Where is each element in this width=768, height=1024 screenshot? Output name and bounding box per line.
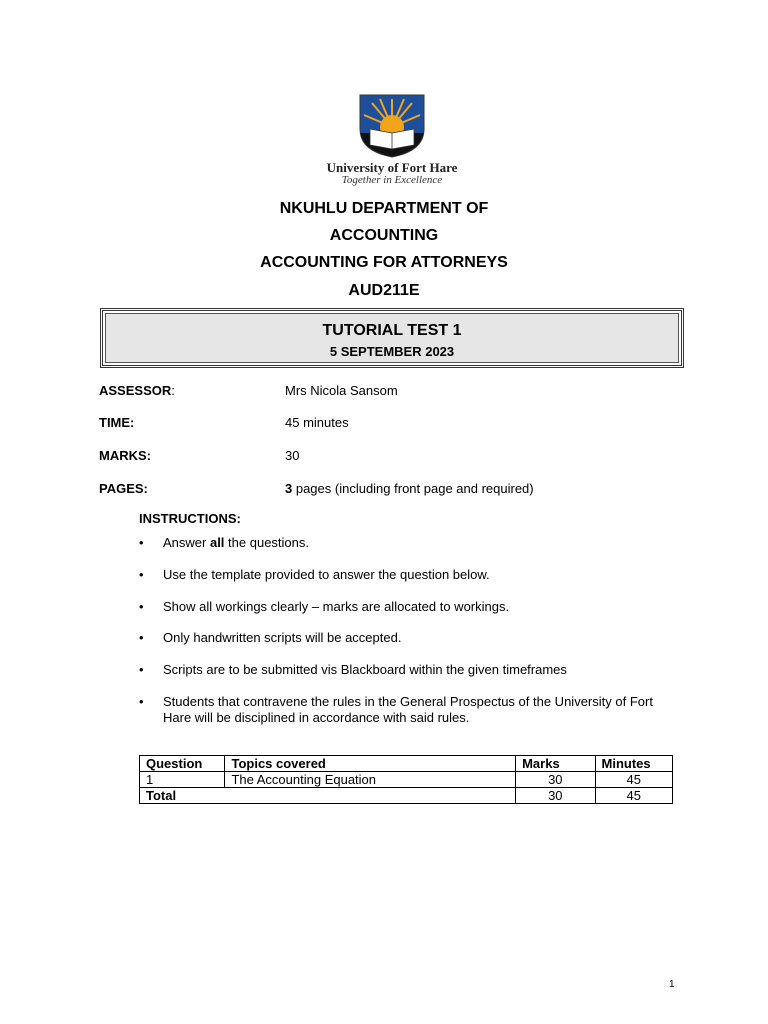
- instruction-item: • Scripts are to be submitted vis Blackboard within the given timeframes: [139, 662, 679, 678]
- page-number: 1: [669, 979, 675, 990]
- table-cell: 30: [516, 772, 595, 788]
- marks-value: 30: [285, 448, 300, 463]
- table-cell: The Accounting Equation: [225, 772, 516, 788]
- total-marks: 30: [516, 788, 595, 804]
- instruction-item: • Answer all the questions.: [139, 535, 679, 551]
- university-motto: Together in Excellence: [341, 174, 443, 186]
- university-logo: [318, 93, 466, 189]
- total-label: Total: [140, 788, 516, 804]
- column-header: Question: [140, 756, 225, 772]
- column-header: Topics covered: [225, 756, 516, 772]
- assessor-label: ASSESSOR:: [99, 383, 175, 398]
- crest-icon: [358, 93, 426, 159]
- instruction-item: • Only handwritten scripts will be accepted.: [139, 630, 679, 646]
- time-label: TIME:: [99, 415, 135, 430]
- test-title-box: [100, 308, 684, 368]
- instructions-list: [139, 535, 679, 551]
- table-cell: 1: [140, 772, 225, 788]
- column-header: Minutes: [595, 756, 672, 772]
- instruction-item: • Students that contravene the rules in the General Prospectus of the University of Fort Hare will be disciplined in accordance with said rules.: [139, 694, 679, 726]
- pages-value: 3 pages (including front page and required): [285, 481, 534, 496]
- test-title: TUTORIAL TEST 1: [322, 322, 462, 339]
- department-heading-line2: ACCOUNTING: [329, 227, 439, 244]
- marks-label: MARKS:: [99, 448, 151, 463]
- course-code: AUD211E: [348, 282, 420, 299]
- university-name: University of Fort Hare: [326, 160, 458, 175]
- topics-table: [139, 755, 673, 804]
- time-value: 45 minutes: [285, 415, 349, 430]
- table-row: [140, 772, 673, 788]
- assessor-value: Mrs Nicola Sansom: [285, 383, 398, 398]
- instruction-item: • Use the template provided to answer the question below.: [139, 567, 679, 583]
- table-header-row: [140, 756, 673, 772]
- column-header: Marks: [516, 756, 595, 772]
- instructions-title: INSTRUCTIONS:: [139, 511, 241, 526]
- total-minutes: 45: [595, 788, 672, 804]
- instruction-item: • Show all workings clearly – marks are allocated to workings.: [139, 599, 679, 615]
- course-title: ACCOUNTING FOR ATTORNEYS: [260, 254, 508, 271]
- pages-label: PAGES:: [99, 481, 148, 496]
- table-total-row: [140, 788, 673, 804]
- table-cell: 45: [595, 772, 672, 788]
- department-heading: NKUHLU DEPARTMENT OF: [279, 200, 489, 217]
- test-date: 5 SEPTEMBER 2023: [329, 344, 455, 359]
